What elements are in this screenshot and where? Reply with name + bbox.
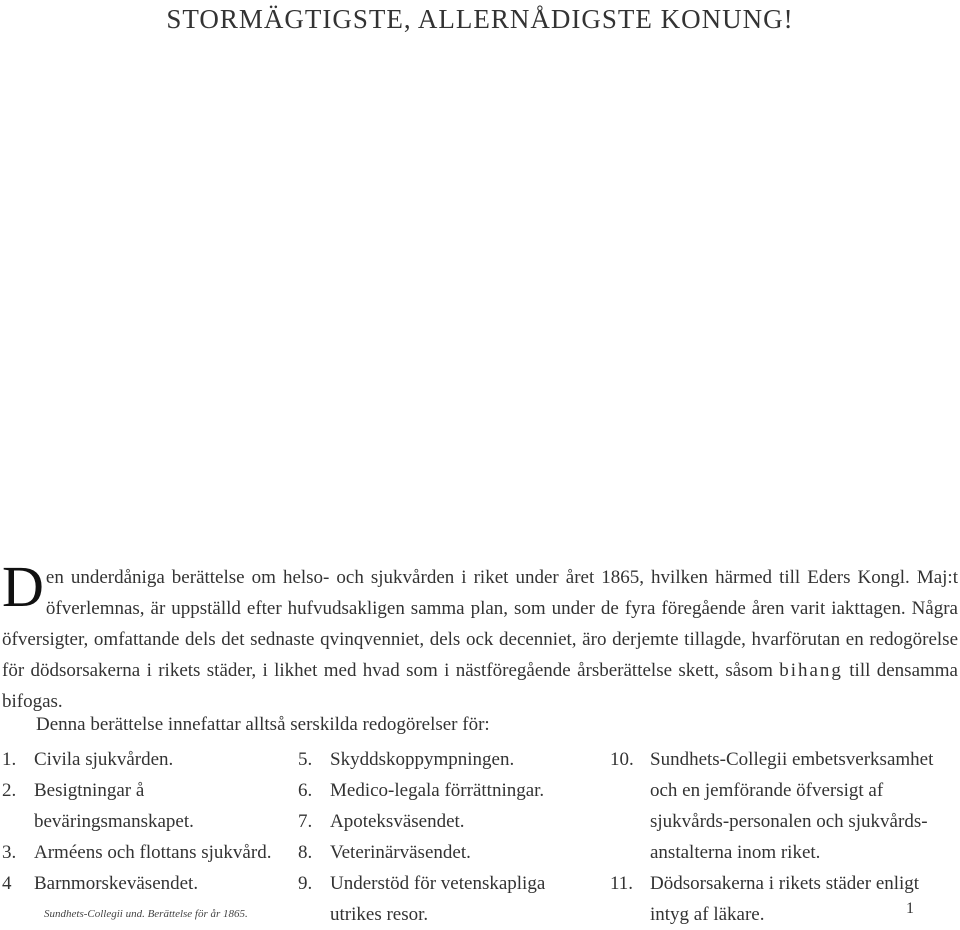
item-text: Understöd för vetenskapliga utrikes resor. — [330, 873, 546, 925]
paragraph-spaced-word: bihang — [779, 660, 843, 681]
list-item — [298, 806, 598, 837]
item-text: Dödsorsakerna i rikets städer enligt intyg af läkare. — [650, 873, 920, 925]
drop-cap: D — [2, 554, 44, 619]
body-paragraph — [2, 554, 958, 717]
list-item — [2, 868, 282, 899]
item-number: 3. — [2, 842, 17, 863]
list-column-2 — [298, 744, 598, 930]
item-number: 7. — [298, 811, 313, 832]
item-text: Apoteksväsendet. — [330, 811, 465, 832]
paragraph-text-end: till densamma bifogas. — [2, 660, 958, 712]
item-number: 9. — [298, 873, 313, 894]
list-column-1 — [2, 744, 282, 899]
item-number: 1. — [2, 749, 17, 770]
item-text: Veterinärväsendet. — [330, 842, 471, 863]
page-title: STORMÄGTIGSTE, ALLERNÅDIGSTE KONUNG! — [166, 4, 794, 34]
footer-note: Sundhets-Collegii und. Berättelse för år 1865. — [44, 908, 248, 920]
list-item — [610, 868, 958, 930]
item-number: 6. — [298, 780, 313, 801]
page-number: 1 — [906, 900, 914, 917]
list-item — [610, 744, 958, 868]
item-text: Civila sjukvården. — [34, 749, 174, 770]
item-text: Barnmorskeväsendet. — [34, 873, 199, 894]
list-item — [298, 775, 598, 806]
paragraph-text-start: en underdåniga berättelse om helso- och sjukvården i riket under året 1865, hvilken härmed till Eders Kongl. Maj:t öfverlemnas, är uppställd efter hufvudsakligen samma plan, som under de fyra föregående åren varit iakttagen. Några öfversigter, omfattande dels det sednaste qvinqvenniet, dels ock decenniet, äro derjemte tillagde, hvarförutan en redogörelse för dödsorsakerna i rikets städer, i likhet med hvad som i nästföregående årsberättelse skett, såsom — [2, 567, 958, 681]
list-item — [298, 868, 598, 930]
item-number: 11. — [610, 873, 634, 894]
item-number: 5. — [298, 749, 313, 770]
list-item — [2, 837, 282, 868]
item-text: Medico-legala förrättningar. — [330, 780, 545, 801]
list-item — [298, 837, 598, 868]
item-text: Skyddskoppympningen. — [330, 749, 515, 770]
list-item — [2, 744, 282, 775]
item-text: Arméens och flottans sjukvård. — [34, 842, 272, 863]
item-text: Besigtningar å beväringsmanskapet. — [34, 780, 194, 832]
item-number: 8. — [298, 842, 313, 863]
list-item — [298, 744, 598, 775]
item-number: 10. — [610, 749, 634, 770]
list-intro: Denna berättelse innefattar alltså serskilda redogörelser för: — [36, 714, 490, 735]
item-text: Sundhets-Collegii embetsverksamhet och en jemförande öfversigt af sjukvårds-personalen och sjukvårds-anstalterna inom riket. — [650, 749, 934, 863]
list-item — [2, 775, 282, 837]
item-number: 2. — [2, 780, 17, 801]
item-number: 4 — [2, 873, 12, 894]
